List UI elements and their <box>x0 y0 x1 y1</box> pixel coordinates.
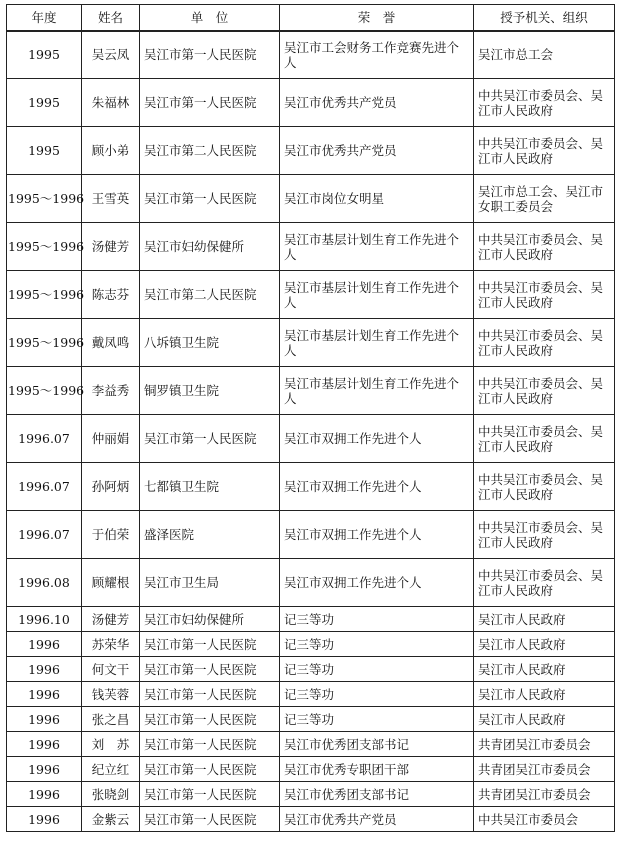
table-row <box>7 367 615 415</box>
cell-honor: 吴江市优秀共产党员 <box>280 79 474 127</box>
cell-name: 何文干 <box>82 657 140 682</box>
cell-name: 张晓剑 <box>82 782 140 807</box>
table-row <box>7 127 615 175</box>
cell-grantor: 中共吴江市委员会、吴江市人民政府 <box>474 511 615 559</box>
header-unit: 单 位 <box>140 5 280 31</box>
cell-grantor: 中共吴江市委员会、吴江市人民政府 <box>474 415 615 463</box>
table-body <box>7 31 615 832</box>
cell-unit: 吴江市第一人民医院 <box>140 682 280 707</box>
table-row <box>7 79 615 127</box>
cell-honor: 吴江市优秀团支部书记 <box>280 782 474 807</box>
cell-grantor: 中共吴江市委员会、吴江市人民政府 <box>474 223 615 271</box>
cell-unit: 吴江市第一人民医院 <box>140 707 280 732</box>
cell-year: 1996 <box>7 632 82 657</box>
cell-year: 1996.08 <box>7 559 82 607</box>
honors-table-container <box>6 4 614 832</box>
cell-grantor: 中共吴江市委员会、吴江市人民政府 <box>474 559 615 607</box>
cell-honor: 吴江市双拥工作先进个人 <box>280 463 474 511</box>
cell-year: 1996 <box>7 782 82 807</box>
table-row <box>7 757 615 782</box>
table-row <box>7 607 615 632</box>
table-row <box>7 271 615 319</box>
cell-unit: 吴江市妇幼保健所 <box>140 607 280 632</box>
cell-grantor: 吴江市总工会、吴江市女职工委员会 <box>474 175 615 223</box>
table-row <box>7 175 615 223</box>
cell-honor: 记三等功 <box>280 632 474 657</box>
header-year: 年度 <box>7 5 82 31</box>
cell-honor: 记三等功 <box>280 607 474 632</box>
cell-honor: 吴江市基层计划生育工作先进个人 <box>280 271 474 319</box>
cell-name: 吴云凤 <box>82 31 140 79</box>
cell-unit: 吴江市第一人民医院 <box>140 79 280 127</box>
cell-honor: 吴江市基层计划生育工作先进个人 <box>280 367 474 415</box>
cell-grantor: 共青团吴江市委员会 <box>474 782 615 807</box>
cell-unit: 吴江市妇幼保健所 <box>140 223 280 271</box>
table-row <box>7 782 615 807</box>
cell-name: 朱福林 <box>82 79 140 127</box>
cell-name: 顾耀根 <box>82 559 140 607</box>
cell-unit: 吴江市第一人民医院 <box>140 175 280 223</box>
cell-year: 1995 <box>7 79 82 127</box>
cell-honor: 吴江市基层计划生育工作先进个人 <box>280 319 474 367</box>
cell-unit: 吴江市第一人民医院 <box>140 632 280 657</box>
cell-honor: 吴江市双拥工作先进个人 <box>280 511 474 559</box>
cell-grantor: 中共吴江市委员会、吴江市人民政府 <box>474 319 615 367</box>
cell-name: 于伯荣 <box>82 511 140 559</box>
table-row <box>7 31 615 79</box>
cell-honor: 吴江市工会财务工作竞赛先进个人 <box>280 31 474 79</box>
cell-year: 1996.07 <box>7 463 82 511</box>
cell-grantor: 共青团吴江市委员会 <box>474 732 615 757</box>
cell-grantor: 吴江市人民政府 <box>474 707 615 732</box>
table-row <box>7 807 615 832</box>
cell-grantor: 吴江市人民政府 <box>474 657 615 682</box>
cell-honor: 吴江市优秀专职团干部 <box>280 757 474 782</box>
cell-grantor: 中共吴江市委员会、吴江市人民政府 <box>474 271 615 319</box>
cell-unit: 铜罗镇卫生院 <box>140 367 280 415</box>
cell-unit: 盛泽医院 <box>140 511 280 559</box>
cell-year: 1996 <box>7 732 82 757</box>
cell-name: 李益秀 <box>82 367 140 415</box>
cell-honor: 吴江市双拥工作先进个人 <box>280 559 474 607</box>
cell-name: 陈志芬 <box>82 271 140 319</box>
header-name: 姓名 <box>82 5 140 31</box>
header-grantor: 授予机关、组织 <box>474 5 615 31</box>
table-row <box>7 632 615 657</box>
cell-name: 汤健芳 <box>82 223 140 271</box>
cell-unit: 八坼镇卫生院 <box>140 319 280 367</box>
cell-year: 1996 <box>7 707 82 732</box>
table-row <box>7 707 615 732</box>
header-honor: 荣 誉 <box>280 5 474 31</box>
cell-unit: 吴江市第一人民医院 <box>140 757 280 782</box>
table-row <box>7 559 615 607</box>
cell-year: 1996 <box>7 657 82 682</box>
table-row <box>7 463 615 511</box>
table-header <box>7 5 615 31</box>
cell-honor: 吴江市优秀共产党员 <box>280 807 474 832</box>
cell-year: 1996.07 <box>7 511 82 559</box>
cell-honor: 吴江市优秀共产党员 <box>280 127 474 175</box>
cell-unit: 七都镇卫生院 <box>140 463 280 511</box>
cell-grantor: 吴江市总工会 <box>474 31 615 79</box>
table-row <box>7 415 615 463</box>
cell-honor: 记三等功 <box>280 682 474 707</box>
cell-unit: 吴江市第二人民医院 <box>140 127 280 175</box>
cell-name: 钱芙蓉 <box>82 682 140 707</box>
cell-name: 刘 苏 <box>82 732 140 757</box>
cell-grantor: 吴江市人民政府 <box>474 632 615 657</box>
cell-year: 1996.07 <box>7 415 82 463</box>
cell-unit: 吴江市第一人民医院 <box>140 657 280 682</box>
cell-name: 仲丽娟 <box>82 415 140 463</box>
cell-year: 1996 <box>7 682 82 707</box>
cell-name: 汤健芳 <box>82 607 140 632</box>
cell-grantor: 吴江市人民政府 <box>474 682 615 707</box>
cell-grantor: 中共吴江市委员会、吴江市人民政府 <box>474 127 615 175</box>
cell-unit: 吴江市卫生局 <box>140 559 280 607</box>
cell-year: 1995～1996 <box>7 223 82 271</box>
honors-table <box>6 4 615 832</box>
cell-honor: 吴江市双拥工作先进个人 <box>280 415 474 463</box>
cell-year: 1995～1996 <box>7 271 82 319</box>
table-row <box>7 657 615 682</box>
table-row <box>7 511 615 559</box>
cell-unit: 吴江市第二人民医院 <box>140 271 280 319</box>
cell-grantor: 吴江市人民政府 <box>474 607 615 632</box>
cell-name: 苏荣华 <box>82 632 140 657</box>
cell-honor: 吴江市优秀团支部书记 <box>280 732 474 757</box>
cell-year: 1995～1996 <box>7 367 82 415</box>
cell-honor: 记三等功 <box>280 707 474 732</box>
cell-grantor: 中共吴江市委员会、吴江市人民政府 <box>474 79 615 127</box>
cell-name: 孙阿炳 <box>82 463 140 511</box>
cell-name: 王雪英 <box>82 175 140 223</box>
table-row <box>7 223 615 271</box>
cell-name: 纪立红 <box>82 757 140 782</box>
cell-name: 张之昌 <box>82 707 140 732</box>
cell-name: 戴凤鸣 <box>82 319 140 367</box>
cell-year: 1995～1996 <box>7 319 82 367</box>
table-row <box>7 732 615 757</box>
cell-name: 顾小弟 <box>82 127 140 175</box>
table-row <box>7 319 615 367</box>
cell-year: 1996 <box>7 807 82 832</box>
cell-year: 1996 <box>7 757 82 782</box>
cell-honor: 吴江市基层计划生育工作先进个人 <box>280 223 474 271</box>
cell-honor: 记三等功 <box>280 657 474 682</box>
header-row <box>7 5 615 31</box>
cell-grantor: 中共吴江市委员会 <box>474 807 615 832</box>
cell-unit: 吴江市第一人民医院 <box>140 415 280 463</box>
cell-unit: 吴江市第一人民医院 <box>140 782 280 807</box>
cell-unit: 吴江市第一人民医院 <box>140 31 280 79</box>
cell-year: 1995 <box>7 31 82 79</box>
table-row <box>7 682 615 707</box>
cell-honor: 吴江市岗位女明星 <box>280 175 474 223</box>
cell-grantor: 中共吴江市委员会、吴江市人民政府 <box>474 463 615 511</box>
cell-grantor: 中共吴江市委员会、吴江市人民政府 <box>474 367 615 415</box>
cell-year: 1995～1996 <box>7 175 82 223</box>
cell-name: 金紫云 <box>82 807 140 832</box>
cell-unit: 吴江市第一人民医院 <box>140 732 280 757</box>
cell-grantor: 共青团吴江市委员会 <box>474 757 615 782</box>
cell-year: 1995 <box>7 127 82 175</box>
cell-year: 1996.10 <box>7 607 82 632</box>
cell-unit: 吴江市第一人民医院 <box>140 807 280 832</box>
